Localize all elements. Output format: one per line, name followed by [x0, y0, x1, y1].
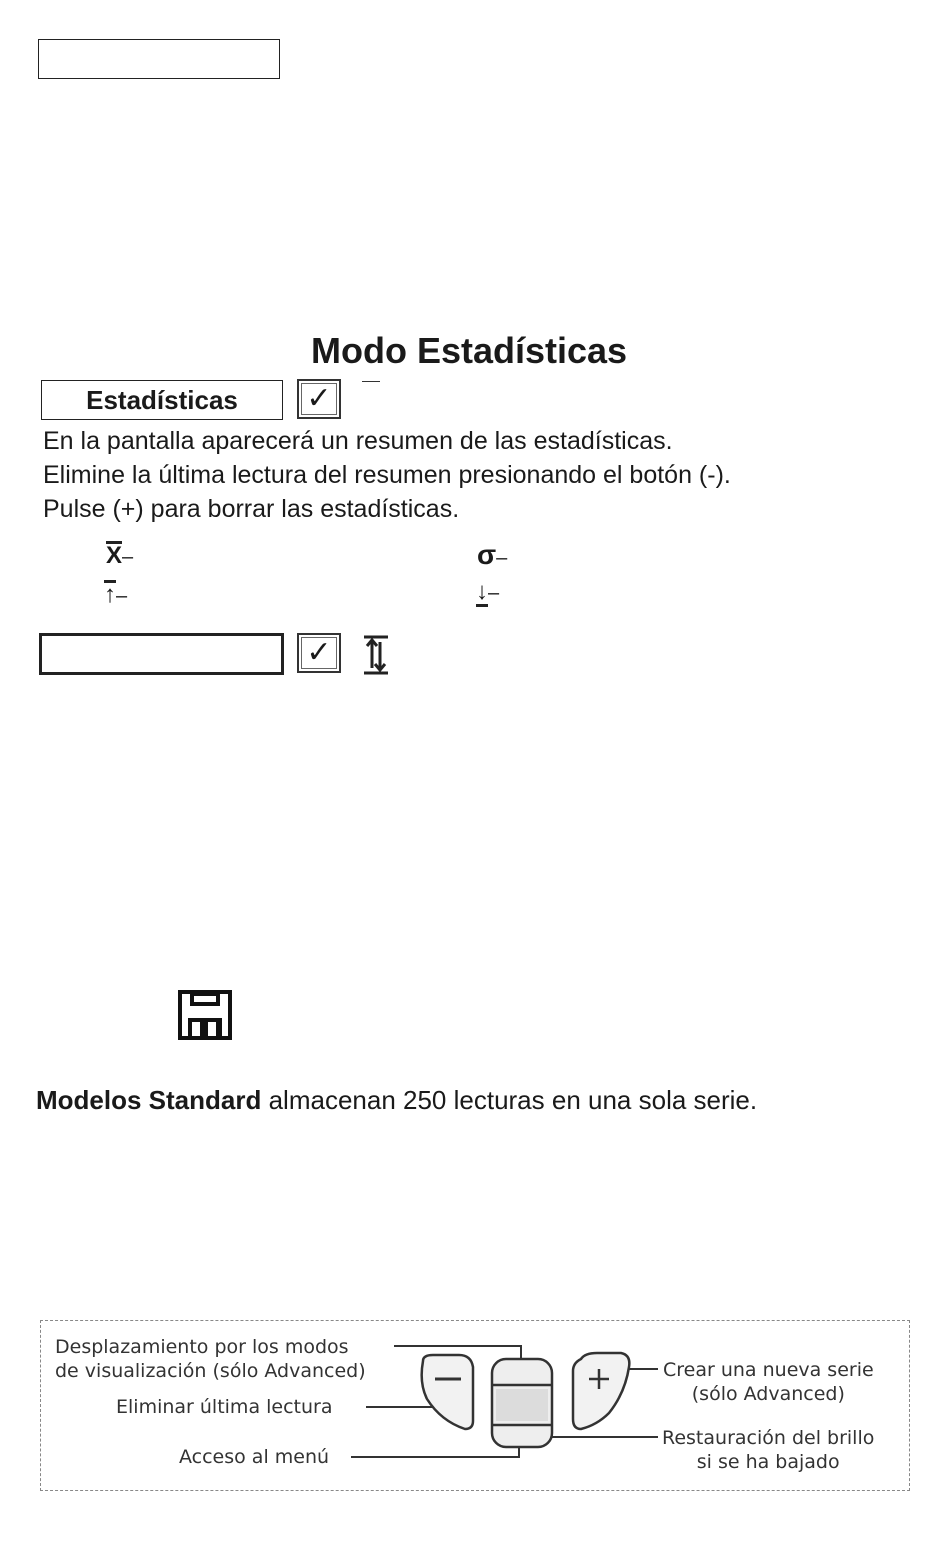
description-paragraph — [43, 424, 731, 526]
max-symbol — [104, 580, 127, 607]
brightness-line: Restauración del brillo — [662, 1427, 875, 1449]
sigma-dash: – — [496, 547, 508, 569]
minus-button-graphic — [422, 1355, 473, 1429]
scroll-label-line: Desplazamiento por los modos — [55, 1336, 349, 1358]
menu-access-label: Acceso al menú — [179, 1446, 330, 1468]
sigma-symbol — [477, 541, 507, 569]
storage-sentence — [36, 1085, 757, 1116]
new-series-line: Crear una nueva serie — [663, 1359, 874, 1381]
keypad-graphic — [41, 1321, 909, 1490]
top-empty-box — [38, 39, 280, 79]
sigma-icon: σ — [477, 539, 497, 570]
mean-icon: X — [106, 542, 123, 569]
checkmark-icon: ✓ — [297, 633, 341, 673]
new-series-line: (sólo Advanced) — [691, 1383, 845, 1405]
storage-bold: Modelos Standard — [36, 1085, 262, 1115]
description-line: Pulse (+) para borrar las estadísticas. — [43, 495, 460, 523]
brightness-line: si se ha bajado — [696, 1451, 840, 1473]
plus-button-graphic — [573, 1353, 629, 1429]
mean-dash: – — [122, 546, 134, 568]
description-line: En la pantalla aparecerá un resumen de las estadísticas. — [43, 427, 673, 455]
stats-label-box — [41, 380, 283, 420]
max-dash: – — [116, 585, 128, 607]
mean-symbol — [106, 541, 133, 568]
keypad-diagram — [40, 1320, 910, 1491]
floppy-disk-icon — [178, 990, 232, 1040]
delete-last-label: Eliminar última lectura — [116, 1396, 333, 1418]
min-symbol — [476, 580, 499, 607]
sort-arrows-icon — [360, 634, 392, 676]
small-dash-mark — [362, 381, 380, 382]
max-arrow-icon: ↑ — [104, 581, 116, 608]
empty-input-box — [39, 633, 284, 675]
page-title: Modo Estadísticas — [311, 330, 628, 371]
scroll-label-line: de visualización (sólo Advanced) — [55, 1360, 366, 1382]
min-arrow-icon: ↓ — [476, 578, 488, 605]
storage-rest: almacenan 250 lecturas en una sola serie. — [261, 1085, 758, 1115]
menu-button-graphic — [492, 1359, 552, 1447]
checkmark-icon: ✓ — [297, 379, 341, 419]
description-line: Elimine la última lectura del resumen presionando el botón (-). — [43, 461, 731, 489]
stats-label: Estadísticas — [86, 384, 238, 415]
min-dash: – — [488, 582, 500, 604]
